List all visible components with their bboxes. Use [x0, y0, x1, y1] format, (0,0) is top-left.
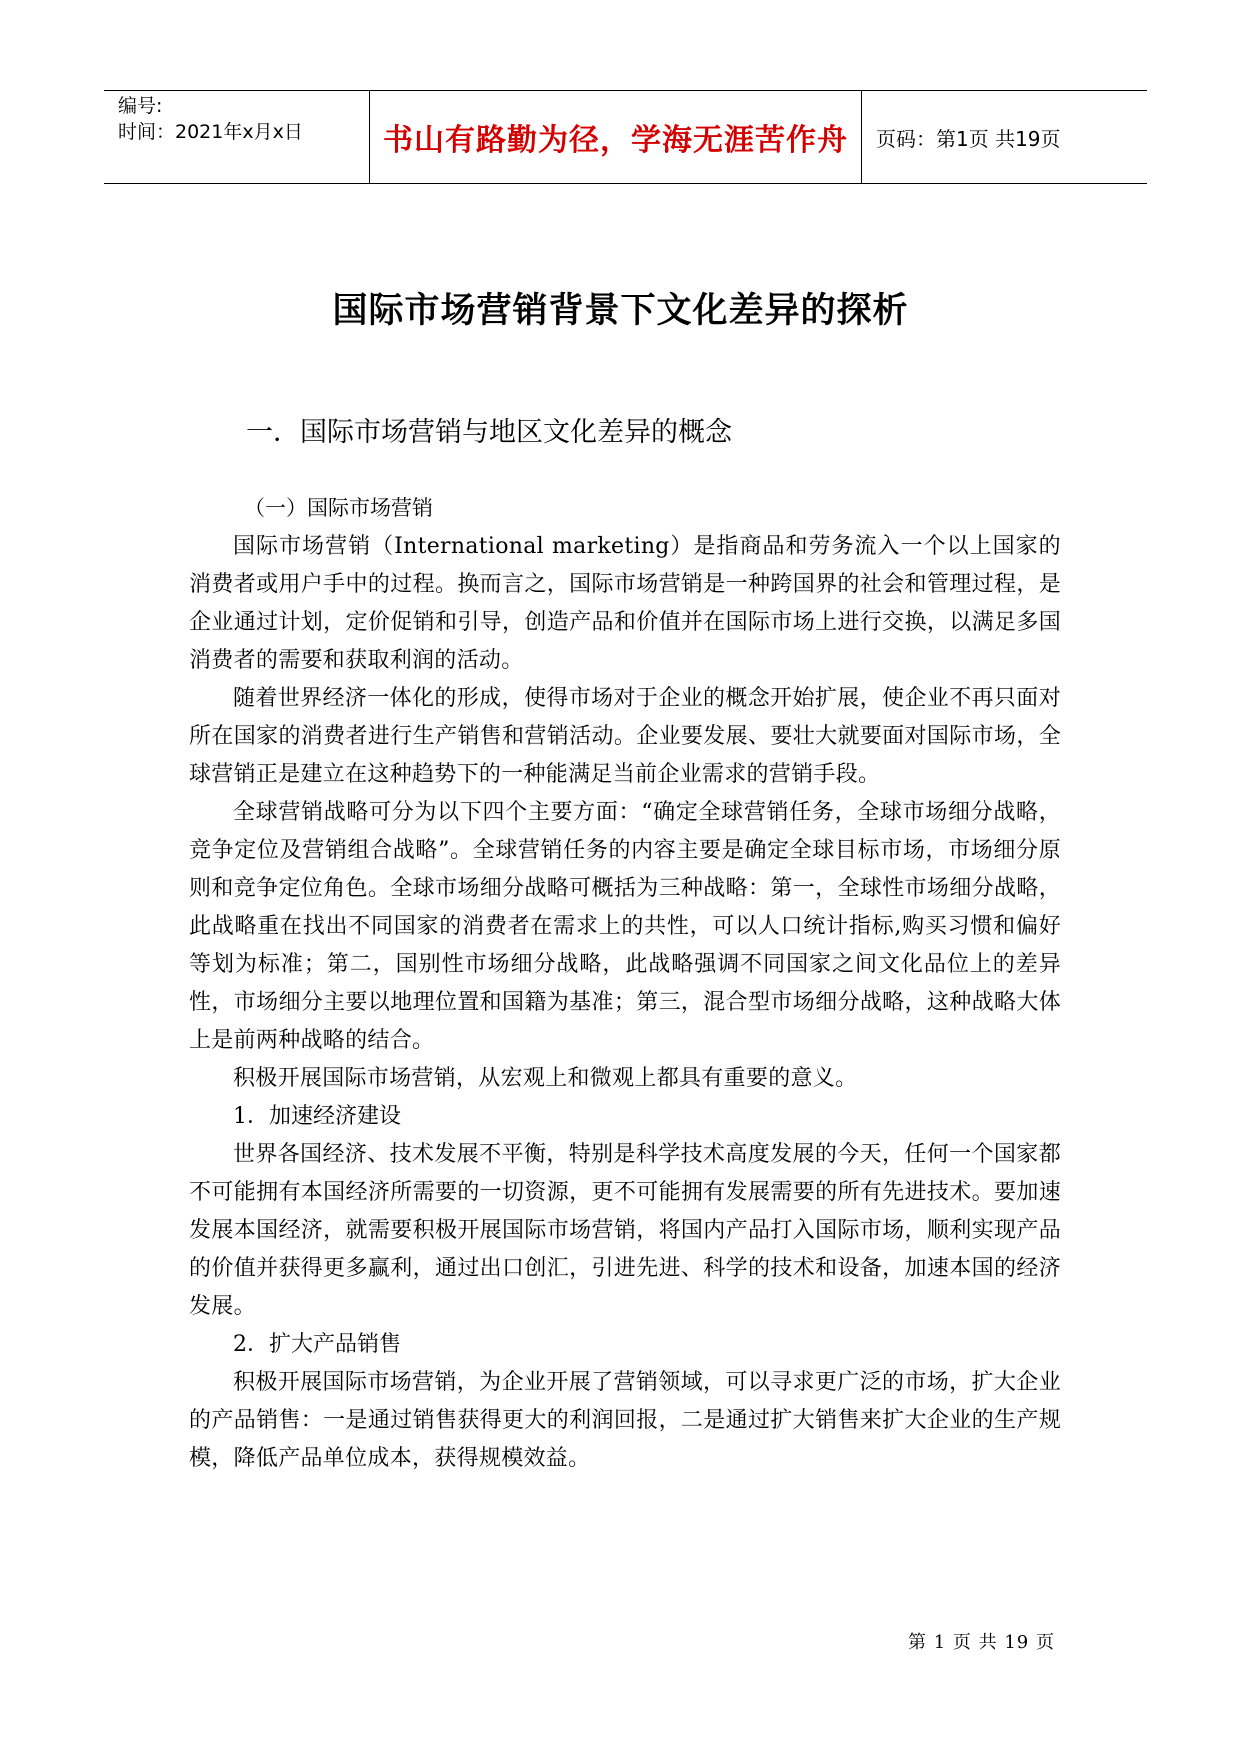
paragraph: 随着世界经济一体化的形成，使得市场对于企业的概念开始扩展，使企业不再只面对所在国家的消费者进行生产销售和营销活动。企业要发展、要壮大就要面对国际市场，全球营销正是建立在这种趋势下的一种能满足当前企业需求的营销手段。: [189, 686, 1061, 787]
item-heading: 1．加速经济建设: [233, 1104, 401, 1129]
document-header: [104, 90, 1147, 184]
paragraph: 世界各国经济、技术发展不平衡，特别是科学技术高度发展的今天，任何一个国家都不可能拥有本国经济所需要的一切资源，更不可能拥有发展需要的所有先进技术。要加速发展本国经济，就需要积极开展国际市场营销，将国内产品打入国际市场，顺利实现产品的价值并获得更多赢利，通过出口创汇，引进先进、科学的技术和设备，加速本国的经济发展。: [189, 1142, 1061, 1319]
document-title: 国际市场营销背景下文化差异的探析: [332, 291, 909, 331]
paragraph: 国际市场营销（International marketing）是指商品和劳务流入一个以上国家的消费者或用户手中的过程。换而言之，国际市场营销是一种跨国界的社会和管理过程，是企业通过计划，定价促销和引导，创造产品和价值并在国际市场上进行交换，以满足多国消费者的需要和获取利润的活动。: [189, 534, 1061, 673]
time-label: 时间：2021年x月x日: [118, 121, 303, 143]
item-heading: 2．扩大产品销售: [233, 1332, 401, 1357]
header-meta: [104, 91, 370, 183]
paragraph: 积极开展国际市场营销，从宏观上和微观上都具有重要的意义。: [233, 1066, 858, 1091]
sub-heading: （一）国际市场营销: [244, 496, 433, 520]
header-motto: 书山有路勤为径，学海无涯苦作舟: [370, 91, 862, 183]
page-footer: 第 1 页 共 19 页: [908, 1632, 1055, 1653]
paragraph: 积极开展国际市场营销，为企业开展了营销领域，可以寻求更广泛的市场，扩大企业的产品销售：一是通过销售获得更大的利润回报，二是通过扩大销售来扩大企业的生产规模，降低产品单位成本，获得规模效益。: [189, 1370, 1061, 1471]
section-heading: 一．国际市场营销与地区文化差异的概念: [246, 417, 732, 448]
number-label: 编号:: [118, 95, 163, 117]
header-page-label: 页码：第1页 共19页: [876, 126, 1061, 151]
paragraph: 全球营销战略可分为以下四个主要方面：“确定全球营销任务，全球市场细分战略，竞争定位及营销组合战略”。全球营销任务的内容主要是确定全球目标市场，市场细分原则和竞争定位角色。全球市场细分战略可概括为三种战略：第一，全球性市场细分战略，此战略重在找出不同国家的消费者在需求上的共性，可以人口统计指标,购买习惯和偏好等划为标准；第二，国别性市场细分战略，此战略强调不同国家之间文化品位上的差异性，市场细分主要以地理位置和国籍为基准；第三，混合型市场细分战略，这种战略大体上是前两种战略的结合。: [189, 800, 1061, 1053]
document-body: [189, 488, 1061, 1478]
